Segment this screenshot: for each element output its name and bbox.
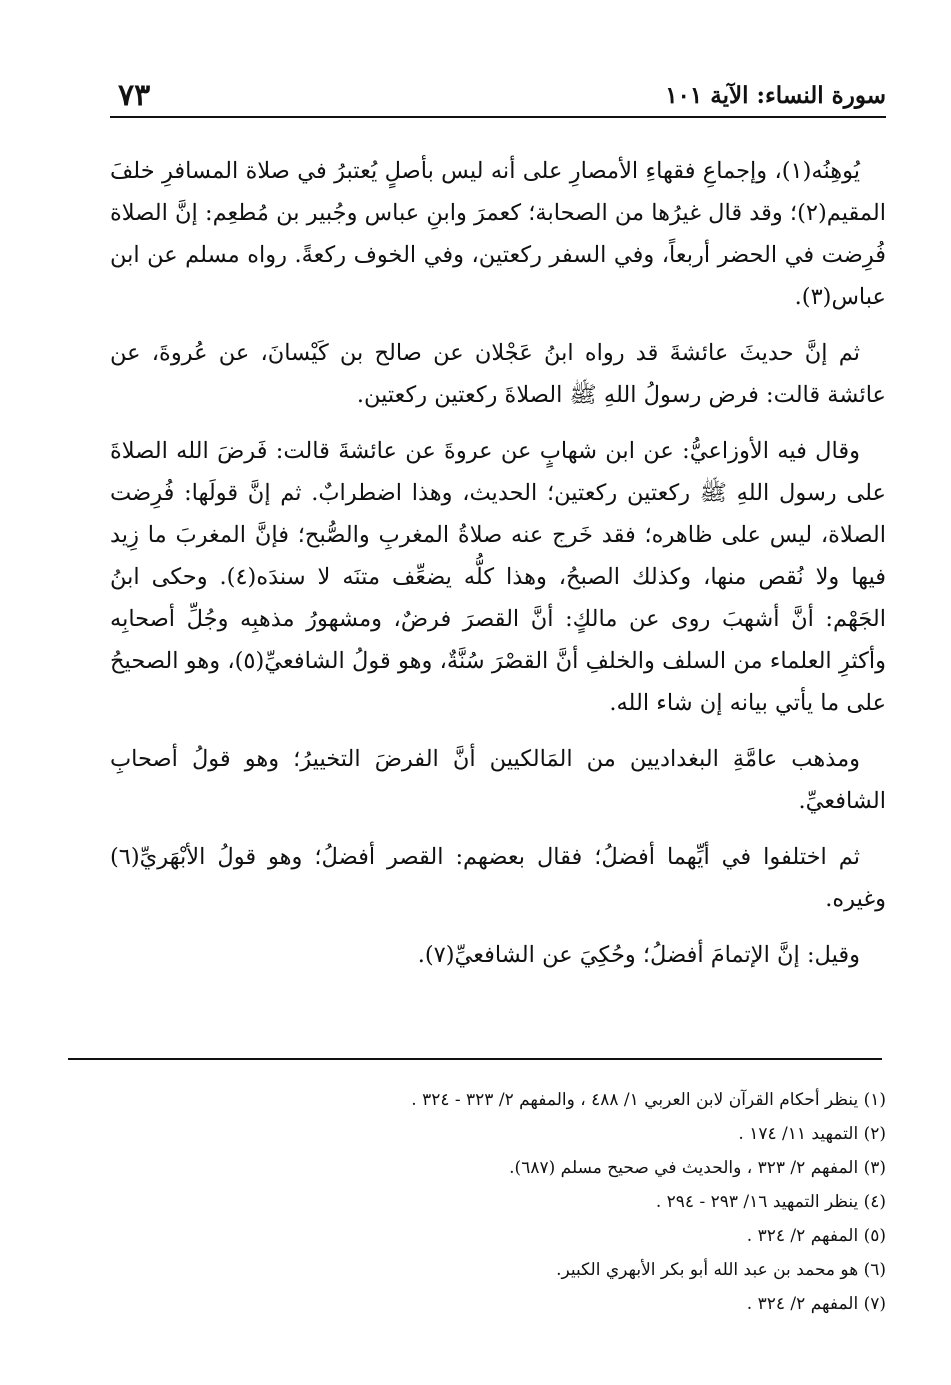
footnote: (٢) التمهيد ١١/ ١٧٤ . bbox=[738, 1124, 886, 1144]
footnote-separator bbox=[68, 1058, 882, 1060]
footnotes bbox=[110, 1083, 886, 1321]
footnote: (٦) هو محمد بن عبد الله أبو بكر الأبهري الكبير. bbox=[556, 1260, 886, 1280]
footnote: (٥) المفهم ٢/ ٣٢٤ . bbox=[746, 1226, 886, 1246]
paragraph: وقيل: إنَّ الإتمامَ أفضلُ؛ وحُكِيَ عن الشافعيِّ(٧). bbox=[417, 942, 860, 968]
paragraph: ثم إنَّ حديثَ عائشةَ قد رواه ابنُ عَجْلان عن صالح بن كَيْسانَ، عن عُروةَ، عن عائشة قالت: فرض رسولُ اللهِ ﷺ الصلاةَ ركعتين ركعتين. bbox=[110, 340, 886, 408]
footnote: (١) ينظر أحكام القرآن لابن العربي ١/ ٤٨٨ ، والمفهم ٢/ ٣٢٣ - ٣٢٤ . bbox=[411, 1090, 886, 1110]
page-header bbox=[110, 80, 886, 118]
paragraph: ثم اختلفوا في أيِّهما أفضلُ؛ فقال بعضهم: القصر أفضلُ؛ وهو قولُ الأبْهَريِّ(٦) وغيره. bbox=[110, 844, 886, 912]
paragraph: وقال فيه الأوزاعيُّ: عن ابن شهابٍ عن عروةَ عن عائشةَ قالت: فَرضَ الله الصلاةَ على رسول اللهِ ﷺ ركعتين ركعتين؛ الحديث، وهذا اضطرابٌ. ثم إنَّ قولَها: فُرِضت الصلاة، ليس على ظاهره؛ فقد خَرج عنه صلاةُ المغربِ والصُّبح؛ فإنَّ المغربَ ما زِيد فيها ولا نُقص منها، وكذلك الصبحُ، وهذا كلُّه يضعِّف متنَه لا سندَه(٤). وحكى ابنُ الجَهْم: أنَّ أشهبَ روى عن مالكٍ: أنَّ القصرَ فرضٌ، ومشهورُ مذهبِه وجُلِّ أصحابِه وأكثرِ العلماء من السلف والخلفِ أنَّ القصْرَ سُنَّةٌ، وهو قولُ الشافعيِّ(٥)، وهو الصحيحُ على ما يأتي بيانه إن شاء الله. bbox=[110, 438, 886, 716]
paragraph: ومذهب عامَّةِ البغداديين من المَالكيين أنَّ الفرضَ التخييرُ؛ وهو قولُ أصحابِ الشافعيِّ. bbox=[110, 746, 886, 814]
footnote: (٧) المفهم ٢/ ٣٢٤ . bbox=[746, 1294, 886, 1314]
footnote: (٤) ينظر التمهيد ١٦/ ٢٩٣ - ٢٩٤ . bbox=[655, 1192, 886, 1212]
paragraph: يُوهِنُه(١)، وإجماعِ فقهاءِ الأمصارِ على أنه ليس بأصلٍ يُعتبرُ في صلاة المسافرِ خلفَ المقيم(٢)؛ وقد قال غيرُها من الصحابة؛ كعمرَ وابنِ عباس وجُبير بن مُطعِم: إنَّ الصلاة فُرِضت في الحضر أربعاً، وفي السفر ركعتين، وفي الخوف ركعةً. رواه مسلم عن ابن عباس(٣). bbox=[110, 158, 886, 310]
main-text bbox=[110, 150, 886, 976]
footnote: (٣) المفهم ٢/ ٣٢٣ ، والحديث في صحيح مسلم (٦٨٧). bbox=[509, 1158, 886, 1178]
page-number: ٧٣ bbox=[118, 78, 151, 113]
running-title: سورة النساء: الآية ١٠١ bbox=[665, 82, 886, 109]
